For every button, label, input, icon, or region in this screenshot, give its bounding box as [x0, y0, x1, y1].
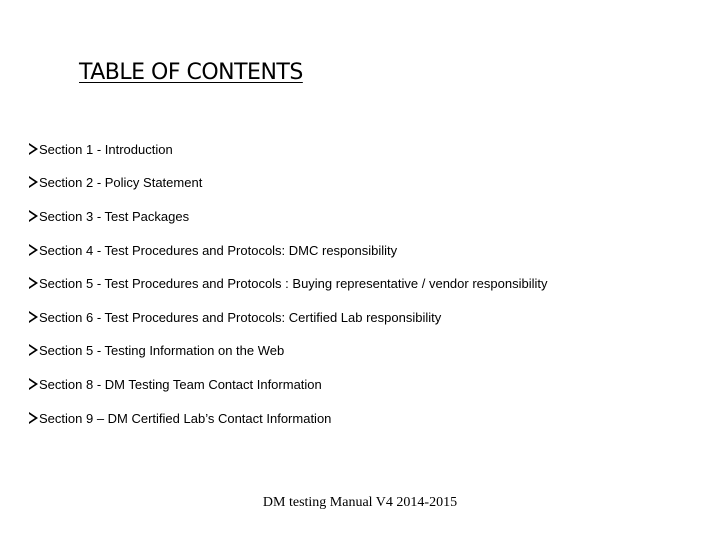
toc-item-section-8: [29, 375, 322, 393]
toc-item-section-3: [29, 207, 189, 225]
arrowhead-bullet-icon: [29, 244, 38, 256]
toc-item-section-2: [29, 173, 202, 191]
toc-item-section-1: [29, 140, 173, 158]
toc-item-label: Section 2 - Policy Statement: [39, 174, 203, 190]
arrowhead-bullet-icon: [29, 176, 38, 188]
arrowhead-bullet-icon: [29, 311, 38, 323]
arrowhead-bullet-icon: [29, 412, 38, 424]
toc-item-label: Section 5 - Testing Information on the Web: [39, 342, 285, 358]
arrowhead-bullet-icon: [29, 378, 38, 390]
toc-item-label: Section 8 - DM Testing Team Contact Information: [39, 376, 322, 392]
page-title: TABLE OF CONTENTS: [79, 60, 303, 85]
toc-item-label: Section 6 - Test Procedures and Protocols: Certified Lab responsibility: [39, 309, 442, 325]
toc-item-section-6: [29, 308, 441, 326]
toc-item-label: Section 5 - Test Procedures and Protocols : Buying representative / vendor responsibility: [39, 275, 548, 291]
arrowhead-bullet-icon: [29, 143, 38, 155]
arrowhead-bullet-icon: [29, 210, 38, 222]
toc-item-label: Section 9 – DM Certified Lab’s Contact Information: [39, 410, 332, 426]
arrowhead-bullet-icon: [29, 344, 38, 356]
page-footer: DM testing Manual V4 2014-2015: [262, 495, 458, 510]
toc-item-section-9: [29, 409, 331, 427]
toc-item-label: Section 3 - Test Packages: [39, 208, 190, 224]
toc-item-label: Section 1 - Introduction: [39, 141, 173, 157]
toc-item-section-5-web: [29, 341, 284, 359]
arrowhead-bullet-icon: [29, 277, 38, 289]
toc-item-section-5-vendor: [29, 274, 547, 292]
toc-item-section-4: [29, 241, 397, 259]
toc-item-label: Section 4 - Test Procedures and Protocols: DMC responsibility: [39, 242, 398, 258]
